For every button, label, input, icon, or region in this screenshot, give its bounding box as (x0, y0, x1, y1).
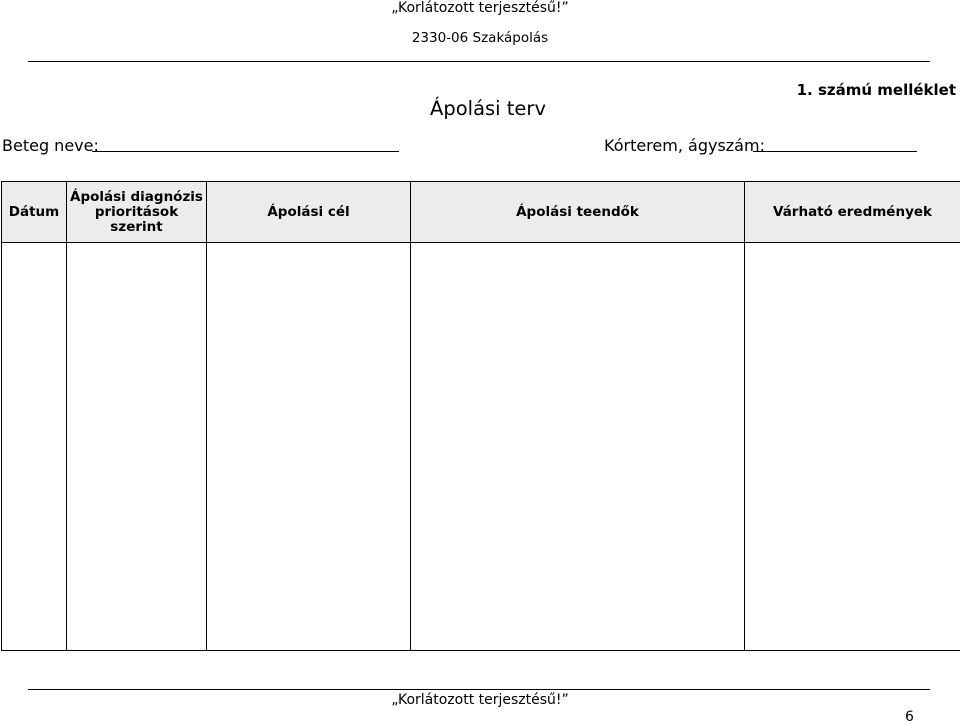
column-header-tasks: Ápolási teendők (411, 182, 745, 243)
column-header-date: Dátum (2, 182, 67, 243)
page-number: 6 (905, 709, 914, 725)
cell-date[interactable] (2, 243, 67, 651)
footer-divider (28, 689, 930, 690)
column-header-expected-results: Várható eredmények (745, 182, 960, 243)
header-subtitle: 2330-06 Szakápolás (0, 30, 960, 46)
column-header-diagnosis: Ápolási diagnózis prioritások szerint (67, 182, 207, 243)
care-plan-table (1, 181, 960, 651)
patient-name-label: Beteg neve: (2, 136, 99, 155)
patient-name-field[interactable] (92, 151, 399, 152)
header-restriction-notice: „Korlátozott terjesztésű!” (0, 0, 960, 16)
table-row (2, 243, 960, 651)
column-header-goal: Ápolási cél (207, 182, 411, 243)
room-bed-field[interactable] (753, 151, 917, 152)
page-title: Ápolási terv (430, 97, 546, 120)
cell-tasks[interactable] (411, 243, 745, 651)
table-header-row (2, 182, 960, 243)
header-divider (28, 61, 930, 62)
annex-label: 1. számú melléklet (797, 81, 956, 99)
room-bed-label: Kórterem, ágyszám: (604, 136, 765, 155)
cell-goal[interactable] (207, 243, 411, 651)
footer-restriction-notice: „Korlátozott terjesztésű!” (0, 692, 960, 708)
cell-diagnosis[interactable] (67, 243, 207, 651)
cell-expected-results[interactable] (745, 243, 960, 651)
